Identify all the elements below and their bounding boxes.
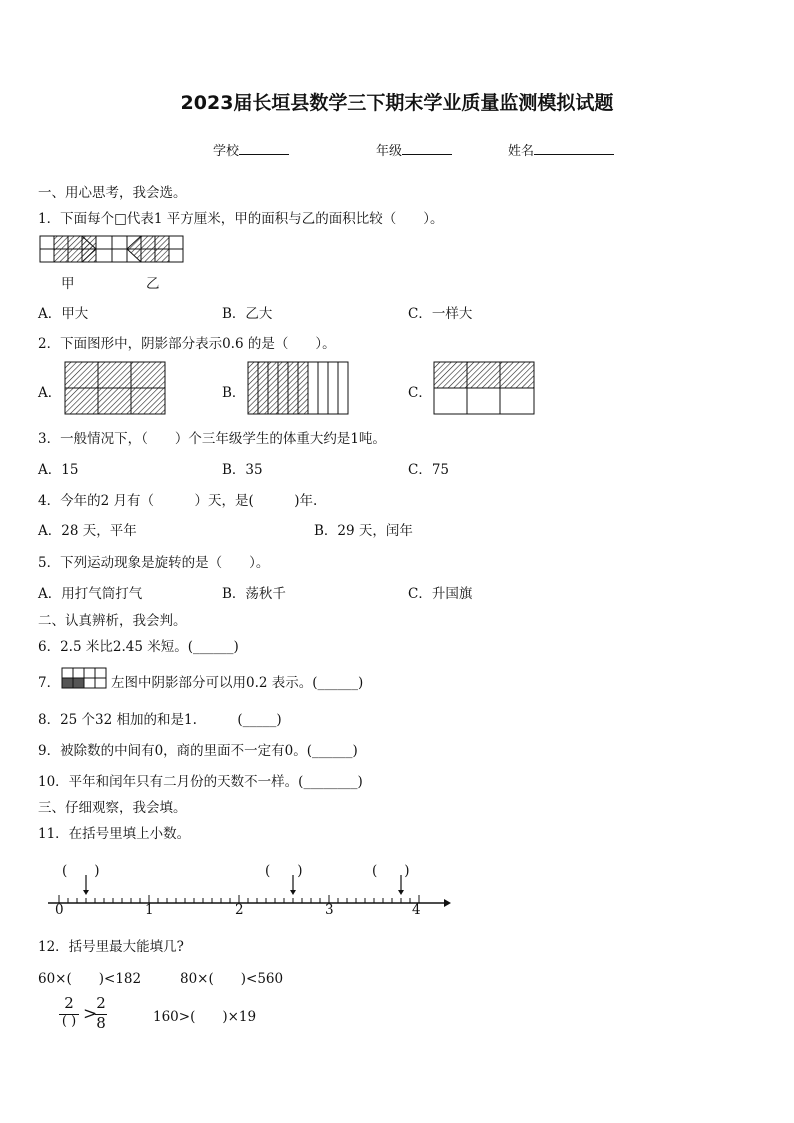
q3-option-a[interactable]: A．15	[38, 462, 79, 478]
grade-field	[376, 140, 452, 159]
q1-label-jia: 甲	[61, 276, 75, 292]
q10-text: 10．平年和闰年只有二月份的天数不一样。(________)	[38, 774, 363, 790]
q5-option-c[interactable]: C．升国旗	[408, 586, 473, 602]
q6-text: 6．2.5 米比2.45 米短。(______)	[38, 639, 239, 655]
q2-option-a[interactable]: A．	[38, 385, 62, 401]
q11-blank-3[interactable]: ( )	[372, 863, 410, 879]
q2-figure-b[interactable]	[248, 362, 350, 416]
section-2-heading: 二、认真辨析，我会判。	[38, 613, 187, 629]
q2-figure-c[interactable]	[434, 362, 536, 416]
q12-part-c-gt-sign: >	[83, 1004, 98, 1024]
q11-tick-label-2: 2	[235, 902, 244, 918]
q12-part-c-right-denominator: 8	[96, 1014, 106, 1032]
q9-text: 9．被除数的中间有0，商的里面不一定有0。(______)	[38, 743, 358, 759]
q7-number: 7．	[38, 675, 61, 691]
q12-part-d[interactable]: 160>( )×19	[153, 1009, 257, 1025]
name-field	[508, 140, 614, 159]
q2-text: 2．下面图形中，阴影部分表示0.6 的是（ ）。	[38, 336, 336, 352]
q11-tick-label-1: 1	[145, 902, 154, 918]
q1-label-yi: 乙	[146, 276, 160, 292]
q8-text: 8．25 个32 相加的和是1. (_____)	[38, 712, 282, 728]
q3-option-b[interactable]: B．35	[222, 462, 263, 478]
q2-option-c[interactable]: C．	[408, 385, 432, 401]
section-3-heading: 三、仔细观察，我会填。	[38, 800, 187, 816]
q2-figure-a[interactable]	[65, 362, 167, 416]
q12-part-c-right-numerator: 2	[96, 994, 106, 1012]
q7-text: 左图中阴影部分可以用0.2 表示。(______)	[111, 675, 364, 691]
q3-option-c[interactable]: C．75	[408, 462, 450, 478]
q1-option-c[interactable]: C．一样大	[408, 306, 473, 322]
q1-text: 1．下面每个□代表1 平方厘米，甲的面积与乙的面积比较（ ）。	[38, 211, 444, 227]
q4-text: 4．今年的2 月有（ ）天，是( )年.	[38, 493, 318, 509]
q5-option-a[interactable]: A．用打气筒打气	[38, 586, 143, 602]
q11-tick-label-0: 0	[55, 902, 64, 918]
q11-arrow-1-head	[83, 890, 89, 895]
q12-part-a[interactable]: 60×( )<182	[38, 971, 142, 987]
name-label: 姓名	[508, 144, 535, 159]
q12-text: 12．括号里最大能填几?	[38, 939, 184, 955]
school-blank[interactable]	[239, 140, 289, 155]
q4-option-b[interactable]: B．29 天，闰年	[314, 523, 413, 539]
q11-axis-arrowhead	[444, 899, 451, 907]
grade-blank[interactable]	[402, 140, 452, 155]
q11-arrow-2-head	[290, 890, 296, 895]
school-field	[213, 140, 289, 159]
q11-tick-label-3: 3	[325, 902, 334, 918]
q2-option-b[interactable]: B．	[222, 385, 246, 401]
grade-label: 年级	[376, 144, 403, 159]
q11-text: 11．在括号里填上小数。	[38, 826, 191, 842]
q5-option-b[interactable]: B．荡秋千	[222, 586, 286, 602]
q4-option-a[interactable]: A．28 天，平年	[38, 523, 137, 539]
q12-part-c-numerator: 2	[64, 994, 74, 1012]
q1-option-a[interactable]: A．甲大	[38, 306, 89, 322]
q5-text: 5．下列运动现象是旋转的是（ ）。	[38, 555, 270, 571]
q11-blank-2[interactable]: ( )	[265, 863, 303, 879]
name-blank[interactable]	[534, 140, 614, 155]
q1-option-b[interactable]: B．乙大	[222, 306, 273, 322]
section-1-heading: 一、用心思考，我会选。	[38, 185, 187, 201]
q7-grid-figure	[62, 668, 108, 690]
q11-arrow-3-head	[398, 890, 404, 895]
q1-grid-figure	[40, 236, 185, 264]
page-title: 2023届长垣县数学三下期末学业质量监测模拟试题	[180, 92, 614, 114]
q11-tick-label-4: 4	[412, 902, 421, 918]
q12-part-b[interactable]: 80×( )<560	[180, 971, 284, 987]
q3-text: 3．一般情况下，（ ）个三年级学生的体重大约是1吨。	[38, 431, 386, 447]
school-label: 学校	[213, 144, 240, 159]
q11-blank-1[interactable]: ( )	[62, 863, 100, 879]
q12-part-c-denominator[interactable]: ( )	[61, 1014, 77, 1029]
q11-number-line	[48, 870, 452, 906]
